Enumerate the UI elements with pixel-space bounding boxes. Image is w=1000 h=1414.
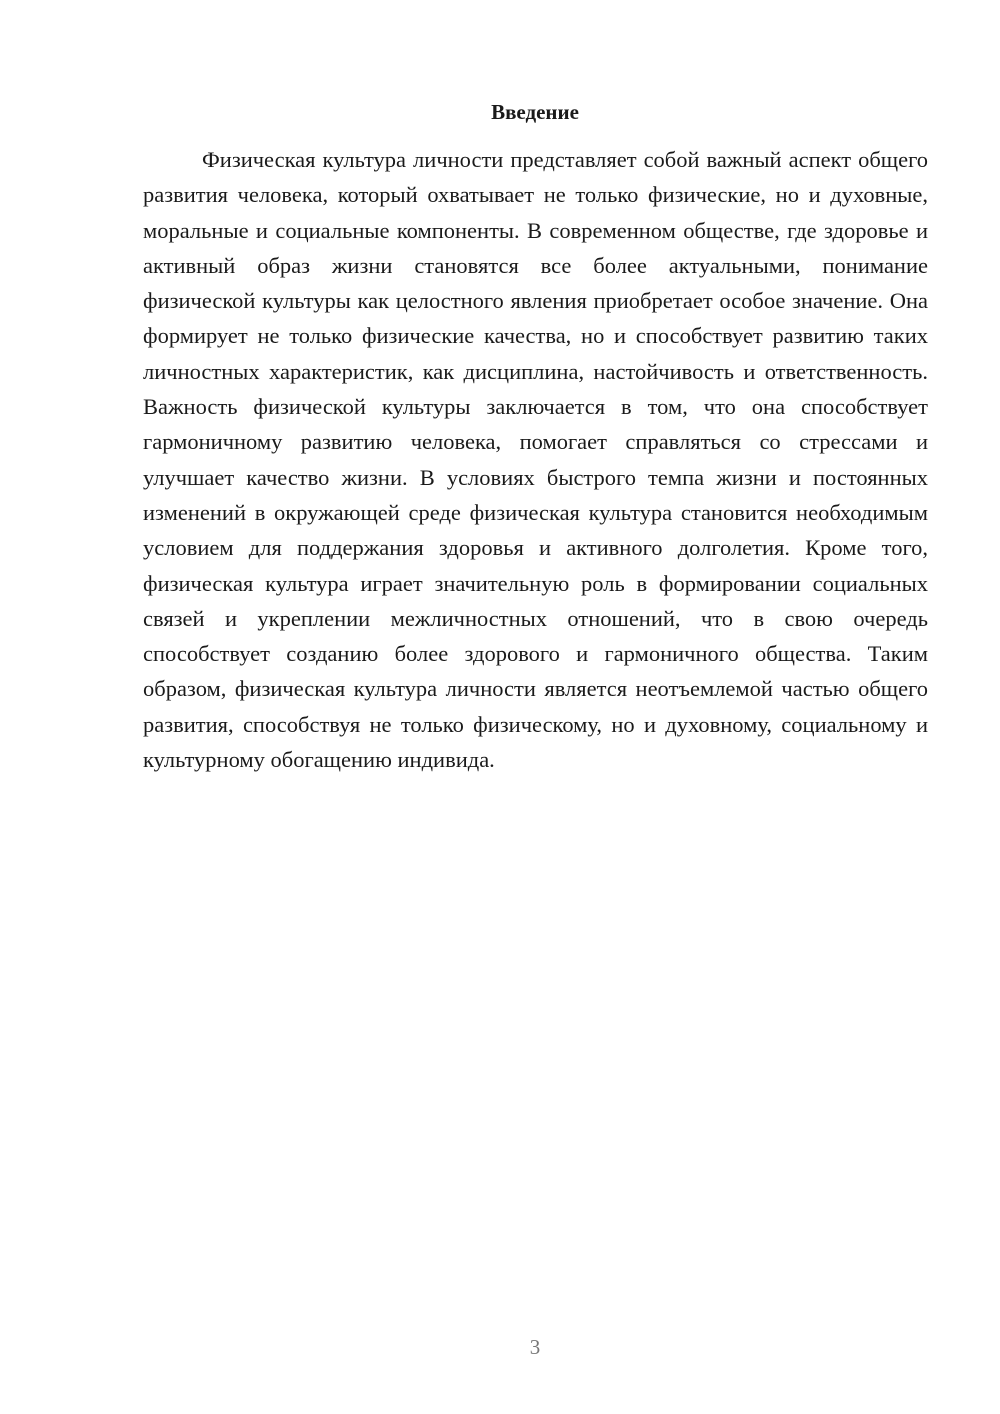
section-heading: Введение xyxy=(491,100,579,124)
body-paragraph: Физическая культура личности представляет собой важный аспект общего развития человека, который охватывает не только физические, но и духовные, моральные и социальные компоненты. В современном обществе, где здоровье и активный образ жизни становятся все более актуальными, понимание физической культуры как целостного явления приобретает особое значение. Она формирует не только физические качества, но и способствует развитию таких личностных характеристик, как дисциплина, настойчивость и ответственность. Важность физической культуры заключается в том, что она способствует гармоничному развитию человека, помогает справляться со стрессами и улучшает качество жизни. В условиях быстрого темпа жизни и постоянных изменений в окружающей среде физическая культура становится необходимым условием для поддержания здоровья и активного долголетия. Кроме того, физическая культура играет значительную роль в формировании социальных связей и укреплении межличностных отношений, что в свою очередь способствует созданию более здорового и гармоничного общества. Таким образом, физическая культура личности является неотъемлемой частью общего развития, способствуя не только физическому, но и духовному, социальному и культурному обогащению индивида. xyxy=(143,147,928,773)
page-number: 3 xyxy=(529,1335,541,1359)
